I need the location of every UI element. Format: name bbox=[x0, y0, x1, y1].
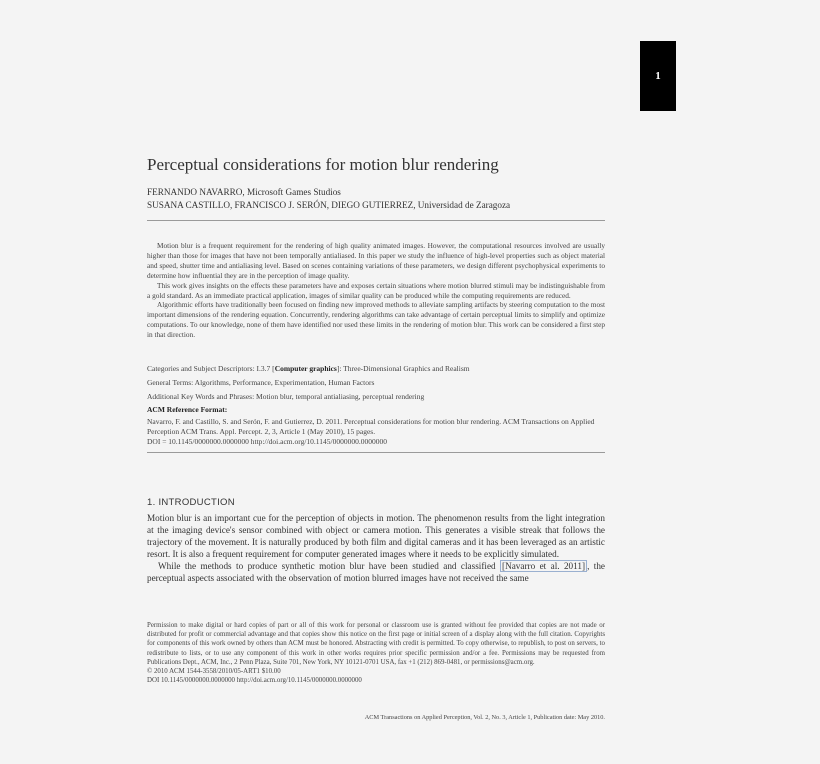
keywords: Additional Key Words and Phrases: Motion blur, temporal antialiasing, perceptual rendering bbox=[147, 392, 425, 401]
abstract-paragraph-1: Motion blur is a frequent requirement for the rendering of high quality animated images. However, the computational resources involved are usually higher than those for images that have not been temporally antialiased. In this paper we study the influence of high-level properties such as object material and speed, shutter time and antialiasing level. Based on scenes containing variations of these parameters, we design different psychophysical experiments to determine how influential they are in the perception of image quality. bbox=[147, 241, 605, 280]
introduction-body bbox=[147, 513, 605, 584]
categories-prefix: Categories and Subject Descriptors: I.3.7 [ bbox=[147, 364, 275, 373]
acm-reference-doi[interactable]: DOI = 10.1145/0000000.0000000 http://doi.acm.org/10.1145/0000000.0000000 bbox=[147, 437, 387, 446]
intro-paragraph-2-start: While the methods to produce synthetic motion blur have been studied and classified bbox=[158, 560, 501, 571]
intro-paragraph-2 bbox=[147, 561, 605, 585]
acm-reference bbox=[147, 405, 605, 447]
section-heading: 1. INTRODUCTION bbox=[147, 497, 235, 508]
abstract bbox=[147, 241, 605, 340]
categories-bold: Computer graphics bbox=[274, 364, 337, 373]
acm-reference-heading: ACM Reference Format: bbox=[147, 405, 228, 414]
categories-line bbox=[147, 364, 605, 374]
paper-title: Perceptual considerations for motion blur rendering bbox=[147, 155, 499, 174]
permission-text: Permission to make digital or hard copies of part or all of this work for personal or classroom use is granted without fee provided that copies are not made or distributed for profit or commercial advantage and that copies show this notice on the first page or initial screen of a display along with the full citation. Copyrights for components of this work owned by others than ACM must be honored. Abstracting with credit is permitted. To copy otherwise, to republish, to post on servers, to redistribute to lists, or to use any component of this work in other works requires prior specific permission and/or a fee. Permissions may be requested from Publications Dept., ACM, Inc., 2 Penn Plaza, Suite 701, New York, NY 10121-0701 USA, fax +1 (212) 869-0481, or permissions@acm.org. bbox=[147, 622, 605, 666]
intro-paragraph-2-end: , the perceptual aspects associated with the observation of motion blurred images have not received the same bbox=[147, 560, 605, 583]
author-block bbox=[147, 186, 510, 211]
copyright-line: © 2010 ACM 1544-3558/2010/05-ART1 $10.00 bbox=[147, 668, 281, 676]
page-number-tab bbox=[640, 41, 676, 111]
running-footer: ACM Transactions on Applied Perception, Vol. 2, No. 3, Article 1, Publication date: May 2010. bbox=[364, 714, 605, 721]
permission-footnote bbox=[147, 621, 605, 685]
citation-link[interactable]: [Navarro et al. 2011] bbox=[502, 560, 586, 571]
author-line-1: FERNANDO NAVARRO, Microsoft Games Studios bbox=[147, 187, 341, 197]
author-line-2: SUSANA CASTILLO, FRANCISCO J. SERÓN, DIEGO GUTIERREZ, Universidad de Zaragoza bbox=[147, 199, 511, 210]
abstract-paragraph-3: Algorithmic efforts have traditionally been focused on finding new improved methods to alleviate sampling artifacts by steering computation to the most important dimensions of the rendering equation. Concurrently, rendering algorithms can take advantage of certain perceptual limits to simplify and optimize computations. To our knowledge, none of them have identified nor used these limits in the rendering of motion blur. This work can be considered a first step in that direction. bbox=[147, 300, 605, 340]
acm-reference-text: Navarro, F. and Castillo, S. and Serón, F. and Gutierrez, D. 2011. Perceptual considerations for motion blur rendering. ACM Transactions on Applied Perception ACM Trans. Appl. Percept. 2, 3, Article 1 (May 2010), 15 pages. bbox=[147, 417, 595, 436]
page-number: 1 bbox=[655, 70, 661, 82]
footnote-doi[interactable]: DOI 10.1145/0000000.0000000 http://doi.acm.org/10.1145/0000000.0000000 bbox=[147, 677, 362, 685]
top-divider bbox=[147, 220, 605, 221]
bottom-divider bbox=[147, 452, 605, 453]
general-terms: General Terms: Algorithms, Performance, Experimentation, Human Factors bbox=[147, 378, 375, 387]
categories-suffix: ]: Three-Dimensional Graphics and Realism bbox=[336, 364, 470, 373]
abstract-paragraph-2: This work gives insights on the effects these parameters have and exposes certain situations where motion blurred stimuli may be indistinguishable from a gold standard. As an immediate practical application, images of similar quality can be produced while the computing requirements are reduced. bbox=[147, 280, 605, 300]
intro-paragraph-1: Motion blur is an important cue for the perception of objects in motion. The phenomenon results from the light integration at the imaging device's sensor combined with object or camera motion. This generates a visible streak that follows the trajectory of the movement. It is naturally produced by both film and digital cameras and it has been leveraged as an artistic resort. It is also a frequent requirement for computer generated images where it needs to be explicitly simulated. bbox=[147, 513, 605, 559]
